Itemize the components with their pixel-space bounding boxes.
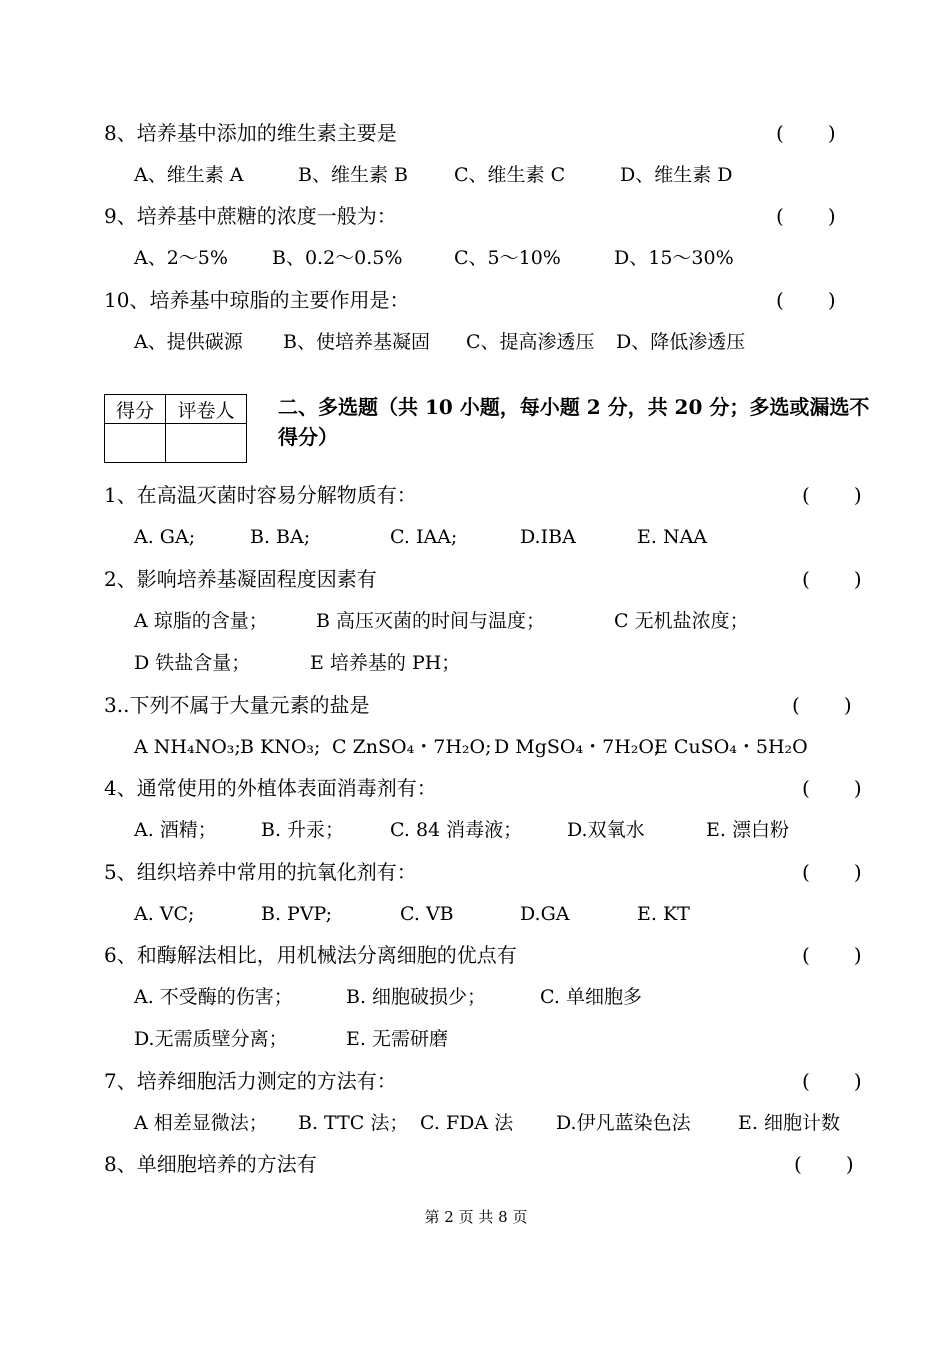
answer-paren-mq2: ( ) [802,567,862,591]
answer-paren-mq7: ( ) [802,1069,862,1093]
option-mq6d: D.无需质壁分离； [134,1028,288,1050]
option-9b: B、0.2～0.5% [272,247,403,269]
answer-paren-mq4: ( ) [802,776,862,800]
option-10b: B、使培养基凝固 [283,331,430,353]
option-mq5a: A. VC; [134,903,195,925]
option-8c: C、维生素 C [454,164,566,186]
option-8b: B、维生素 B [298,164,408,186]
option-mq4c: C. 84 消毒液； [390,819,523,841]
option-mq3d: D MgSO₄・7H₂O; [494,736,661,758]
mq-3-stem: 3..下列不属于大量元素的盐是 [104,693,370,717]
question-10-stem: 10、培养基中琼脂的主要作用是： [104,288,410,312]
option-mq6e: E. 无需研磨 [346,1028,448,1050]
option-mq3a: A NH₄NO₃; [134,736,241,758]
option-mq7c: C. FDA 法 [420,1112,514,1134]
score-header: 得分 [105,395,166,424]
option-mq5d: D.GA [520,903,570,925]
option-mq3e: E CuSO₄・5H₂O [654,736,808,758]
mq-2-stem: 2、影响培养基凝固程度因素有 [104,567,377,591]
page-footer: 第 2 页 共 8 页 [424,1208,528,1226]
option-mq6b: B. 细胞破损少； [346,986,487,1008]
option-mq2c: C 无机盐浓度； [614,610,749,632]
option-mq4a: A. 酒精； [134,819,217,841]
option-8a: A、维生素 A [134,164,244,186]
option-mq7e: E. 细胞计数 [738,1112,840,1134]
option-mq1b: B. BA; [250,526,311,548]
option-mq7b: B. TTC 法； [298,1112,409,1134]
option-10c: C、提高渗透压 [466,331,595,353]
option-mq2d: D 铁盐含量； [134,652,251,674]
option-mq6a: A. 不受酶的伤害； [134,986,293,1008]
option-9d: D、15～30% [614,247,734,269]
option-mq4d: D.双氧水 [567,819,645,841]
score-table [104,394,247,463]
option-8d: D、维生素 D [620,164,733,186]
answer-paren-mq8: ( ) [794,1152,854,1176]
option-mq3b: B KNO₃; [240,736,321,758]
option-mq5e: E. KT [637,903,690,925]
option-10a: A、提供碳源 [134,331,243,353]
option-9a: A、2～5% [134,247,228,269]
option-mq7d: D.伊凡蓝染色法 [556,1112,691,1134]
question-9-stem: 9、培养基中蔗糖的浓度一般为： [104,204,397,228]
option-mq7a: A 相差显微法； [134,1112,268,1134]
mq-6-stem: 6、和酶解法相比，用机械法分离细胞的优点有 [104,943,517,967]
grader-cell[interactable] [166,424,247,463]
mq-8-stem: 8、单细胞培养的方法有 [104,1152,317,1176]
answer-paren-mq5: ( ) [802,860,862,884]
option-mq1d: D.IBA [520,526,576,548]
mq-1-stem: 1、在高温灭菌时容易分解物质有： [104,483,417,507]
option-mq5c: C. VB [400,903,454,925]
option-mq2b: B 高压灭菌的时间与温度； [316,610,546,632]
option-mq2a: A 琼脂的含量； [134,610,268,632]
answer-paren-mq6: ( ) [802,943,862,967]
answer-paren-10: ( ) [776,288,836,312]
question-8-stem: 8、培养基中添加的维生素主要是 [104,121,397,145]
mq-7-stem: 7、培养细胞活力测定的方法有： [104,1069,397,1093]
option-mq4b: B. 升汞； [261,819,345,841]
option-9c: C、5～10% [454,247,561,269]
option-mq4e: E. 漂白粉 [706,819,789,841]
answer-paren-9: ( ) [776,204,836,228]
option-mq1a: A. GA; [134,526,196,548]
option-mq1e: E. NAA [637,526,708,548]
section-2-title: 二、多选题（共 10 小题，每小题 2 分，共 20 分；多选或漏选不得分） [278,395,870,449]
option-mq1c: C. IAA; [390,526,458,548]
mq-5-stem: 5、组织培养中常用的抗氧化剂有： [104,860,417,884]
mq-4-stem: 4、通常使用的外植体表面消毒剂有： [104,776,437,800]
grader-header: 评卷人 [166,395,247,424]
option-mq5b: B. PVP; [261,903,333,925]
option-10d: D、降低渗透压 [616,331,746,353]
answer-paren-8: ( ) [776,121,836,145]
option-mq3c: C ZnSO₄・7H₂O; [332,736,492,758]
answer-paren-mq1: ( ) [802,483,862,507]
option-mq2e: E 培养基的 PH； [310,652,461,674]
score-cell[interactable] [105,424,166,463]
option-mq6c: C. 单细胞多 [540,986,642,1008]
answer-paren-mq3: ( ) [792,693,852,717]
